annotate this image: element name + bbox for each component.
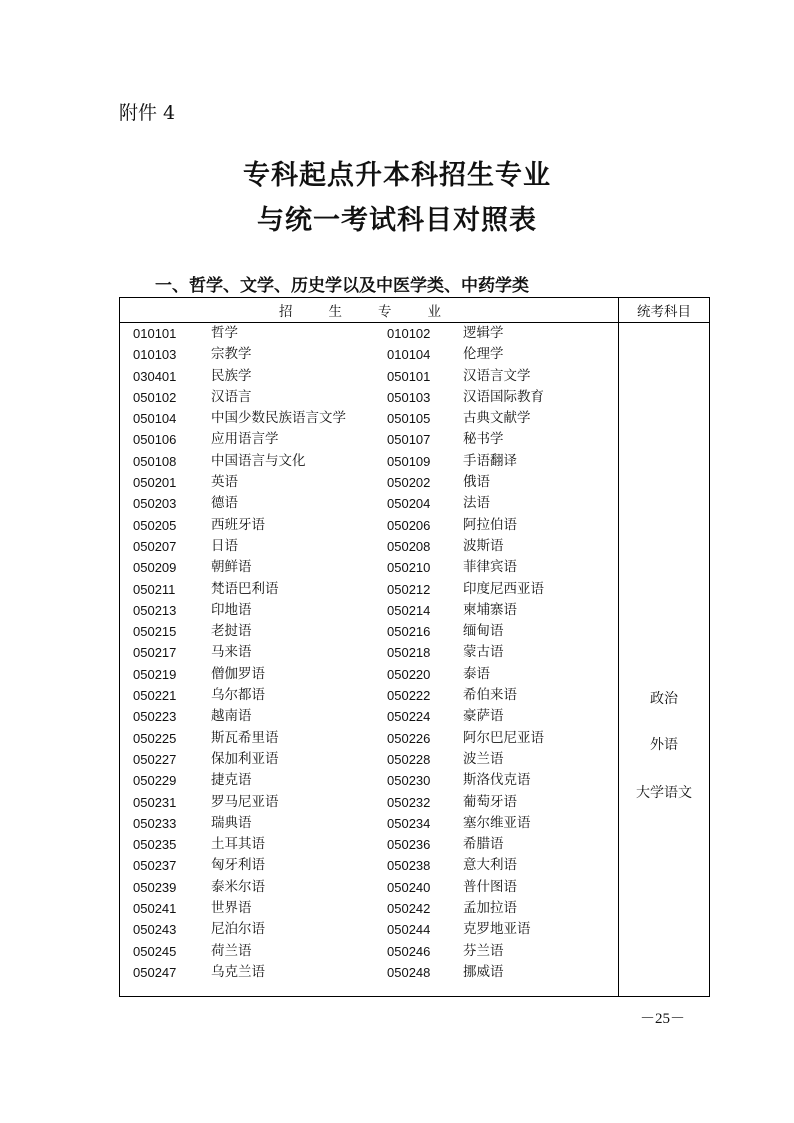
major-name-left: 匈牙利语 [211, 857, 265, 874]
table-row [120, 813, 618, 834]
major-code-left: 050104 [133, 411, 177, 427]
major-code-right: 050242 [387, 901, 431, 917]
major-name-right: 挪威语 [463, 963, 504, 980]
major-code-right: 050103 [387, 389, 431, 405]
section-heading: 一、哲学、文学、历史学以及中医学类、中药学类 [155, 276, 529, 296]
exam-subject-foreign-language: 外语 [650, 737, 678, 753]
major-name-left: 乌克兰语 [211, 963, 265, 980]
table-row [120, 685, 618, 706]
major-name-left: 老挝语 [211, 623, 252, 640]
major-code-left: 050223 [133, 709, 177, 725]
major-code-left: 050211 [133, 581, 176, 597]
major-name-left: 中国语言与文化 [211, 452, 306, 469]
major-code-right: 050214 [387, 602, 431, 618]
table-row [120, 557, 618, 578]
major-code-right: 050236 [387, 837, 431, 853]
major-name-right: 蒙古语 [463, 644, 504, 661]
majors-cell [120, 323, 619, 997]
major-code-right: 050226 [387, 730, 431, 746]
major-code-right: 050224 [387, 709, 431, 725]
major-code-left: 050229 [133, 773, 177, 789]
major-name-right: 希腊语 [463, 836, 504, 853]
major-code-left: 050231 [133, 794, 177, 810]
major-name-right: 意大利语 [463, 857, 517, 874]
major-code-left: 050106 [133, 432, 177, 448]
major-name-left: 西班牙语 [211, 516, 265, 533]
major-name-left: 英语 [211, 474, 238, 491]
major-name-right: 柬埔寨语 [463, 601, 517, 618]
major-code-left: 050221 [133, 688, 177, 704]
major-code-right: 050212 [387, 581, 431, 597]
table-row [120, 429, 618, 450]
major-code-right: 050238 [387, 858, 431, 874]
table-row [120, 323, 618, 344]
major-code-left: 050215 [133, 624, 177, 640]
major-name-right: 汉语国际教育 [463, 388, 544, 405]
major-code-right: 050107 [387, 432, 431, 448]
major-code-right: 050218 [387, 645, 431, 661]
major-name-right: 缅甸语 [463, 623, 504, 640]
major-code-left: 050203 [133, 496, 177, 512]
major-name-left: 朝鲜语 [211, 559, 252, 576]
major-name-right: 塞尔维亚语 [463, 814, 531, 831]
table-row [120, 408, 618, 429]
major-name-right: 伦理学 [463, 346, 504, 363]
major-code-left: 050237 [133, 858, 177, 874]
major-code-left: 050241 [133, 901, 177, 917]
major-name-left: 斯瓦希里语 [211, 729, 279, 746]
major-code-right: 050202 [387, 475, 431, 491]
major-code-right: 050208 [387, 538, 431, 554]
major-name-right: 逻辑学 [463, 325, 504, 341]
major-name-right: 普什图语 [463, 878, 517, 895]
major-name-right: 豪萨语 [463, 708, 504, 725]
major-name-right: 印度尼西亚语 [463, 580, 544, 597]
major-code-left: 050207 [133, 538, 177, 554]
major-code-left: 050219 [133, 666, 177, 682]
major-name-left: 尼泊尔语 [211, 921, 265, 938]
table-row [120, 706, 618, 727]
table-header-row [120, 298, 710, 323]
major-name-right: 波斯语 [463, 537, 504, 554]
major-name-left: 梵语巴利语 [211, 580, 279, 597]
major-name-left: 汉语言 [211, 388, 252, 405]
header-major: 招生专业 [120, 298, 619, 323]
table-row [120, 749, 618, 770]
major-code-left: 050235 [133, 837, 177, 853]
table-row [120, 792, 618, 813]
major-code-right: 050248 [387, 964, 431, 980]
major-name-left: 哲学 [211, 325, 238, 341]
major-name-left: 印地语 [211, 601, 252, 618]
major-list [120, 323, 618, 983]
major-code-right: 050216 [387, 624, 431, 640]
major-name-right: 秘书学 [463, 431, 504, 448]
attachment-label: 附件 4 [119, 102, 176, 124]
table-row [120, 579, 618, 600]
major-name-left: 土耳其语 [211, 836, 265, 853]
major-code-left: 050227 [133, 751, 177, 767]
table-row [120, 344, 618, 365]
major-name-left: 日语 [211, 537, 238, 554]
exam-subjects-cell [619, 323, 710, 997]
major-name-right: 克罗地亚语 [463, 921, 531, 938]
major-code-left: 010103 [133, 347, 177, 363]
major-name-right: 法语 [463, 495, 490, 512]
major-code-left: 050217 [133, 645, 177, 661]
major-code-left: 050245 [133, 943, 177, 959]
major-code-left: 050225 [133, 730, 177, 746]
major-name-left: 民族学 [211, 367, 252, 384]
table-row [120, 387, 618, 408]
major-code-right: 050232 [387, 794, 431, 810]
major-code-right: 050246 [387, 943, 431, 959]
major-exam-table [119, 297, 710, 997]
table-row [120, 770, 618, 791]
major-name-right: 斯洛伐克语 [463, 772, 531, 789]
major-name-left: 瑞典语 [211, 814, 252, 831]
major-name-left: 罗马尼亚语 [211, 793, 279, 810]
table-row [120, 877, 618, 898]
major-name-right: 手语翻译 [463, 452, 517, 469]
table-row [120, 855, 618, 876]
major-code-right: 050210 [387, 560, 431, 576]
major-code-left: 050209 [133, 560, 177, 576]
major-name-right: 芬兰语 [463, 942, 504, 959]
major-code-right: 010102 [387, 326, 431, 341]
table-row [120, 472, 618, 493]
major-code-left: 050201 [133, 475, 177, 491]
major-name-right: 俄语 [463, 474, 490, 491]
major-code-left: 050108 [133, 453, 177, 469]
document-title-line1: 专科起点升本科招生专业 [243, 160, 551, 191]
major-name-right: 葡萄牙语 [463, 793, 517, 810]
major-code-left: 050247 [133, 964, 177, 980]
major-code-right: 050206 [387, 517, 431, 533]
major-name-right: 古典文献学 [463, 410, 531, 427]
major-code-right: 050101 [387, 368, 431, 384]
major-name-right: 阿拉伯语 [463, 516, 517, 533]
major-code-right: 050234 [387, 815, 431, 831]
major-code-left: 050243 [133, 922, 177, 938]
major-name-left: 保加利亚语 [211, 750, 279, 767]
major-code-left: 050233 [133, 815, 177, 831]
major-code-left: 010101 [133, 326, 177, 341]
major-code-right: 050109 [387, 453, 431, 469]
major-code-left: 050213 [133, 602, 177, 618]
table-row [120, 962, 618, 983]
major-code-right: 050244 [387, 922, 431, 938]
major-name-left: 世界语 [211, 900, 252, 917]
major-name-left: 应用语言学 [211, 431, 279, 448]
major-name-right: 孟加拉语 [463, 900, 517, 917]
major-name-left: 马来语 [211, 644, 252, 661]
table-row [120, 600, 618, 621]
header-exam-subjects: 统考科目 [619, 298, 710, 323]
major-name-left: 乌尔都语 [211, 687, 265, 704]
table-row [120, 834, 618, 855]
major-name-right: 汉语言文学 [463, 367, 531, 384]
table-body-row [120, 323, 710, 997]
major-name-left: 捷克语 [211, 772, 252, 789]
major-name-left: 荷兰语 [211, 942, 252, 959]
table-row [120, 451, 618, 472]
major-code-right: 050105 [387, 411, 431, 427]
exam-subject-politics: 政治 [650, 691, 678, 707]
table-row [120, 728, 618, 749]
major-code-left: 030401 [133, 368, 177, 384]
major-name-right: 泰语 [463, 665, 490, 682]
document-title-line2: 与统一考试科目对照表 [257, 205, 537, 236]
table-row [120, 664, 618, 685]
table-row [120, 919, 618, 940]
table-row [120, 366, 618, 387]
major-code-left: 050239 [133, 879, 177, 895]
table-row [120, 898, 618, 919]
major-code-right: 050240 [387, 879, 431, 895]
table-row [120, 536, 618, 557]
major-name-left: 泰米尔语 [211, 878, 265, 895]
major-code-right: 010104 [387, 347, 431, 363]
exam-subject-college-chinese: 大学语文 [636, 785, 692, 801]
major-name-right: 波兰语 [463, 750, 504, 767]
major-code-left: 050102 [133, 389, 177, 405]
table-row [120, 515, 618, 536]
major-code-right: 050222 [387, 688, 431, 704]
major-name-left: 僧伽罗语 [211, 665, 265, 682]
major-name-left: 中国少数民族语言文学 [211, 410, 346, 427]
major-name-left: 德语 [211, 495, 238, 512]
major-code-right: 050228 [387, 751, 431, 767]
table-row [120, 941, 618, 962]
table-row [120, 621, 618, 642]
major-code-right: 050220 [387, 666, 431, 682]
major-name-right: 菲律宾语 [463, 559, 517, 576]
table-row [120, 493, 618, 514]
major-name-left: 越南语 [211, 708, 252, 725]
page-number: －25－ [640, 1011, 686, 1027]
major-code-right: 050204 [387, 496, 431, 512]
major-name-left: 宗教学 [211, 346, 252, 363]
major-code-left: 050205 [133, 517, 177, 533]
major-code-right: 050230 [387, 773, 431, 789]
table-row [120, 642, 618, 663]
major-name-right: 阿尔巴尼亚语 [463, 729, 544, 746]
major-name-right: 希伯来语 [463, 687, 517, 704]
